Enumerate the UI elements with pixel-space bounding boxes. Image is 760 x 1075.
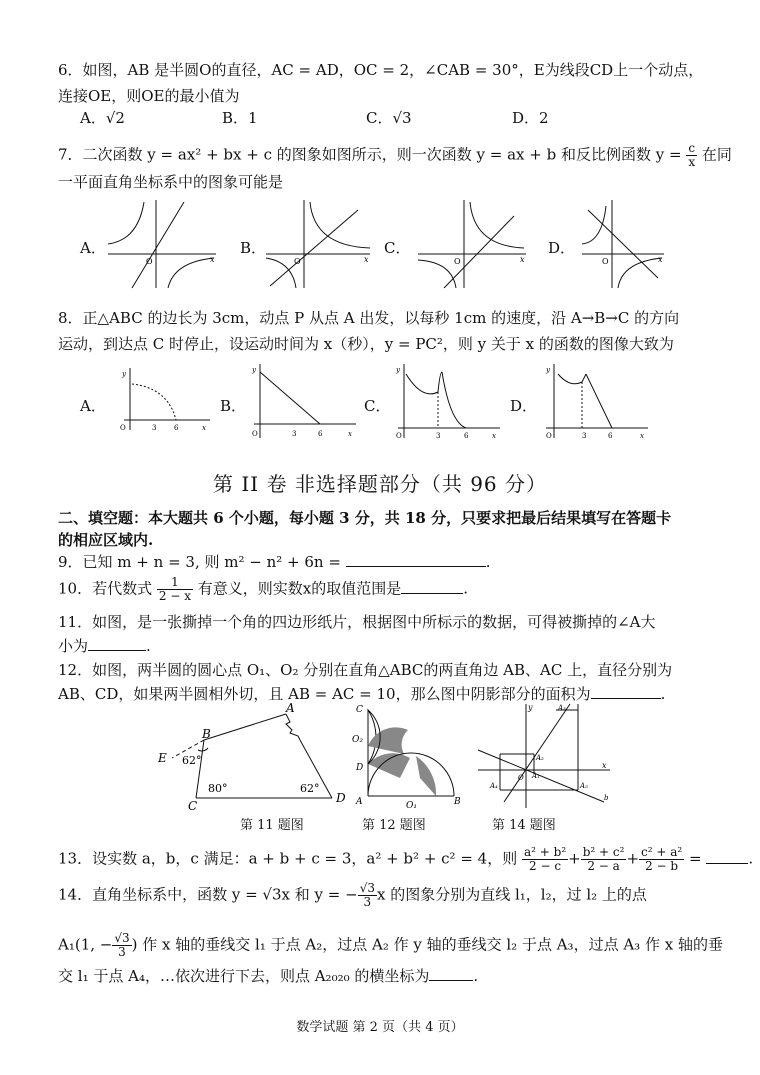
svg-text:D: D	[336, 791, 346, 805]
svg-text:x: x	[520, 255, 525, 264]
svg-text:A: A	[286, 701, 295, 715]
q9: 9．已知 m + n = 3, 则 m² − n² + 6n = .	[58, 553, 491, 571]
svg-text:A₅: A₅	[580, 782, 588, 790]
svg-text:O₂: O₂	[352, 735, 363, 745]
q11-line2: 小为 .	[58, 637, 151, 655]
q10-fraction: $\frac{1}{2 - x}$	[158, 575, 191, 603]
figure-14-caption: 第 14 题图	[492, 818, 556, 833]
q12-blank	[591, 684, 661, 699]
svg-text:62°: 62°	[300, 782, 320, 795]
svg-text:3: 3	[152, 424, 157, 432]
svg-text:x: x	[348, 430, 352, 438]
section-title: 第 II 卷 非选择题部分（共 96 分）	[212, 472, 548, 496]
q8-graph-a	[114, 364, 214, 436]
svg-text:O: O	[454, 257, 461, 266]
q14-line3: 交 l₁ 于点 A₄，…依次进行下去，则点 A₂₀₂₀ 的横坐标为 .	[58, 967, 479, 985]
q7-graph-a	[104, 196, 220, 292]
q14-blank	[429, 966, 473, 981]
svg-text:x: x	[640, 432, 644, 440]
q6-line1: 6．如图，AB 是半圆O的直径，AC = AD，OC = 2，∠CAB = 30°，E为线段CD上一个动点，	[58, 61, 704, 79]
svg-text:y: y	[252, 366, 256, 374]
svg-text:x: x	[364, 255, 369, 264]
q7-graph-c	[414, 196, 530, 292]
svg-text:y: y	[122, 370, 126, 378]
svg-text:O: O	[546, 432, 552, 440]
svg-text:x: x	[210, 255, 215, 264]
svg-text:80°: 80°	[208, 782, 228, 795]
svg-text:3: 3	[582, 432, 587, 440]
q8-option-b: B．	[220, 397, 247, 415]
q7-option-b: B．	[240, 239, 267, 257]
figure-11	[152, 700, 352, 812]
q8-option-c: C．	[364, 397, 391, 415]
svg-text:A₂: A₂	[536, 754, 544, 762]
q7-line1	[58, 142, 732, 169]
q7-graph-d	[578, 196, 668, 292]
svg-text:3: 3	[292, 430, 297, 438]
figure-11-caption: 第 11 题图	[240, 818, 304, 833]
svg-text:O: O	[146, 257, 153, 266]
svg-text:O: O	[120, 424, 126, 432]
svg-text:x: x	[602, 761, 607, 770]
svg-text:C: C	[356, 705, 363, 715]
svg-text:3: 3	[436, 432, 441, 440]
q13: 13．设实数 a，b，c 满足：a + b + c = 3，a² + b² + c² = 4，则 $\frac{\text{a² + b²}}{2 - c}$ + $\frac{\text{b² + c²}}{2 - a}$ + $\frac{\text{c² + a²}}{2 - b}$ = .	[58, 845, 754, 873]
svg-text:A₄: A₄	[490, 782, 498, 790]
q14-line2: A₁(1, − $\frac{√3}{3}$ ) 作 x 轴的垂线交 l₁ 于点 A₂，过点 A₂ 作 y 轴的垂线交 l₂ 于点 A₃，过点 A₃ 作 x 轴的垂	[58, 931, 723, 959]
q7-option-d: D．	[548, 239, 576, 257]
svg-text:O: O	[518, 774, 524, 782]
svg-text:B: B	[202, 727, 211, 741]
q7-graph-b	[262, 196, 374, 292]
q10-blank	[401, 579, 463, 594]
q12-line2: AB、CD，如果两半圆相外切，且 AB = AC = 10，那么图中阴影部分的面积为 .	[58, 685, 666, 703]
section-instruction-2: 的相应区域内.	[58, 531, 154, 549]
svg-text:x: x	[492, 432, 496, 440]
svg-text:D: D	[356, 763, 364, 773]
svg-text:62°: 62°	[182, 754, 202, 767]
svg-text:x: x	[658, 255, 663, 264]
svg-text:E: E	[158, 751, 167, 765]
q11-blank	[88, 636, 146, 651]
q7-fraction: $\frac{c}{x}$	[688, 141, 696, 169]
q7-line1-a: 7．二次函数 y = ax² + bx + c 的图象如图所示，则一次函数 y = ax + b 和反比例函数 y =	[58, 145, 682, 164]
q6-option-a: A．√2	[80, 109, 125, 127]
svg-text:O: O	[294, 257, 301, 266]
q6-line2: 连接OE，则OE的最小值为	[58, 87, 240, 105]
page-footer: 数学试题 第 2 页（共 4 页）	[296, 1020, 464, 1035]
svg-text:A₃: A₃	[558, 704, 566, 712]
q8-graph-d	[540, 362, 652, 442]
svg-text:b: b	[604, 794, 609, 802]
q14-line1: 14．直角坐标系中，函数 y = √3x 和 y = − $\frac{√3}{3}$ x 的图象分别为直线 l₁，l₂，过 l₂ 上的点	[58, 881, 647, 909]
q7-line2: 一平面直角坐标系中的图象可能是	[58, 173, 284, 191]
svg-text:6: 6	[318, 430, 323, 438]
q7-line1-b: 在同	[701, 145, 732, 164]
svg-text:6: 6	[608, 432, 613, 440]
q6-option-b: B．1	[222, 109, 258, 127]
q6-option-d: D．2	[512, 109, 549, 127]
svg-text:A: A	[356, 797, 363, 807]
svg-text:O: O	[396, 432, 402, 440]
q8-line2: 运动，到达点 C 时停止，设运动时间为 x（秒），y = PC²，则 y 关于 x 的函数的图像大致为	[58, 335, 674, 353]
svg-text:O₁: O₁	[406, 801, 417, 811]
section-instruction-1: 二、填空题：本大题共 6 个小题，每小题 3 分，共 18 分，只要求把最后结果填写在答题卡	[58, 509, 672, 527]
svg-text:O: O	[252, 430, 258, 438]
svg-text:6: 6	[174, 424, 179, 432]
q7-option-a: A．	[80, 239, 106, 257]
figure-14	[474, 700, 614, 812]
svg-text:y: y	[528, 703, 533, 712]
svg-text:y: y	[546, 366, 550, 374]
q10: 10．若代数式 $\frac{1}{2 - x}$ 有意义，则实数x的取值范围是 .	[58, 575, 468, 603]
figure-12-caption: 第 12 题图	[362, 818, 426, 833]
q8-graph-b	[248, 362, 360, 442]
figure-12	[350, 700, 468, 812]
q13-blank	[706, 849, 748, 864]
q8-option-d: D．	[510, 397, 538, 415]
svg-text:6: 6	[464, 432, 469, 440]
svg-text:x: x	[202, 424, 206, 432]
q11-line1: 11．如图，是一张撕掉一个角的四边形纸片，根据图中所标示的数据，可得被撕掉的∠A大	[58, 613, 656, 631]
q8-graph-c	[392, 362, 504, 442]
q12-line1: 12．如图，两半圆的圆心点 O₁、O₂ 分别在直角△ABC的两直角边 AB、AC 上，直径分别为	[58, 661, 673, 679]
svg-text:B: B	[454, 797, 461, 807]
q7-option-c: C．	[384, 239, 411, 257]
svg-text:O: O	[602, 257, 609, 266]
svg-text:A₁: A₁	[532, 772, 540, 780]
svg-text:y: y	[396, 366, 400, 374]
q8-option-a: A．	[80, 397, 106, 415]
q8-line1: 8．正△ABC 的边长为 3cm，动点 P 从点 A 出发，以每秒 1cm 的速度，沿 A→B→C 的方向	[58, 309, 680, 327]
svg-text:C: C	[188, 799, 198, 812]
q6-option-c: C．√3	[366, 109, 412, 127]
q9-blank	[346, 552, 486, 567]
